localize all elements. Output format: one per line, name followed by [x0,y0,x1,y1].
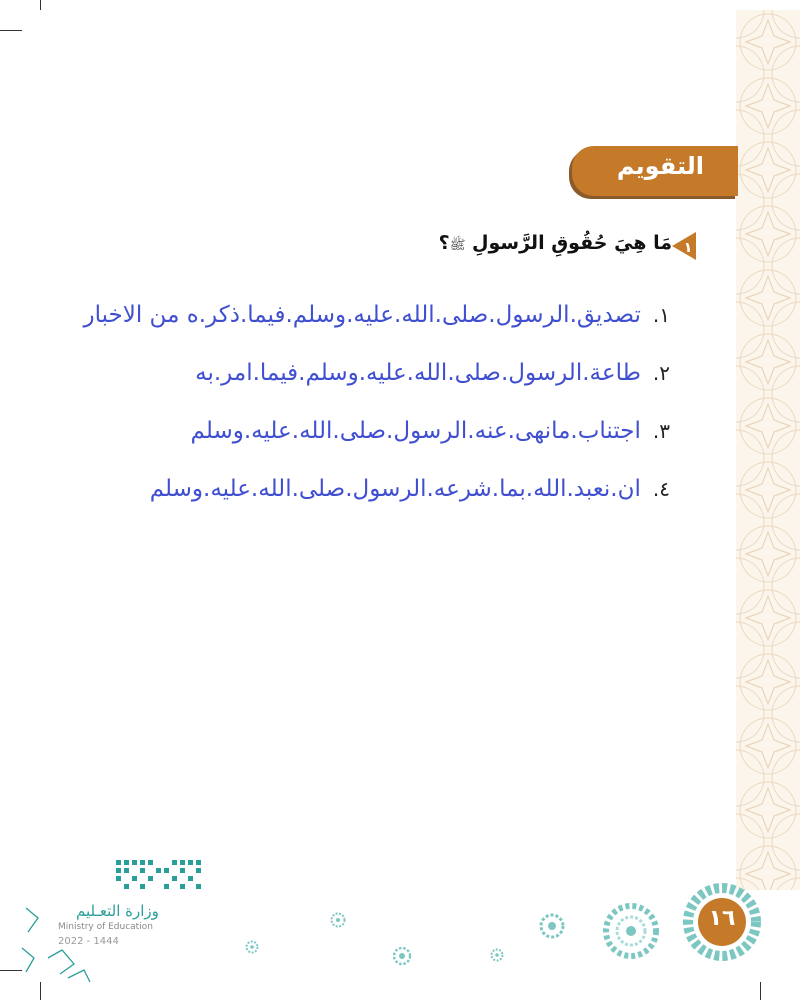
answer-number: ٤. [652,477,670,501]
answer-text: تصديق.الرسول.صلى.الله.عليه.وسلم.فيما.ذكر.ه من الاخبار [83,302,641,328]
page-number-badge [682,882,762,962]
answer-item [30,286,670,344]
crop-mark [0,30,22,31]
ministry-logo [18,858,193,978]
answer-item [30,402,670,460]
honorific-sign: ﷺ [449,238,466,253]
answer-number: ٢. [652,361,670,385]
answer-number: ١. [652,303,670,327]
answer-text: ان.نعبد.الله.بما.شرعه.الرسول.صلى.الله.عليه.وسلم [149,476,641,502]
ministry-name-en: Ministry of Education [58,922,153,932]
crop-mark [760,982,761,1000]
answer-text: طاعة.الرسول.صلى.الله.عليه.وسلم.فيما.امر.به [195,360,641,386]
rosette-icon [245,940,259,954]
answer-list [30,286,670,518]
answer-item [30,460,670,518]
answer-text: اجتناب.مانهى.عنه.الرسول.صلى.الله.عليه.وسلم [190,418,641,444]
answer-number: ٣. [652,419,670,443]
question-number-marker [672,232,696,260]
ministry-name-ar: وزارة التعـليم [76,902,159,920]
question-text [439,232,672,256]
rosette-icon [392,946,412,966]
rosette-icon [330,912,346,928]
section-header-tab [572,146,738,196]
question-mark: ؟ [438,232,450,254]
ministry-dots-icon [114,858,208,892]
question-body: مَا هِيَ حُقُوقِ الرَّسولِ [472,232,672,254]
page-number: ١٦ [708,906,736,931]
section-title: التقويم [616,152,704,180]
crop-mark [40,982,41,1000]
question-number: ١ [683,240,693,256]
crop-mark [40,0,41,10]
answer-item [30,344,670,402]
rosette-icon [490,948,504,962]
ministry-year: 2022 - 1444 [58,936,119,947]
decorative-pattern-strip [736,10,800,890]
rosette-icon [602,902,660,960]
rosette-icon [538,912,566,940]
